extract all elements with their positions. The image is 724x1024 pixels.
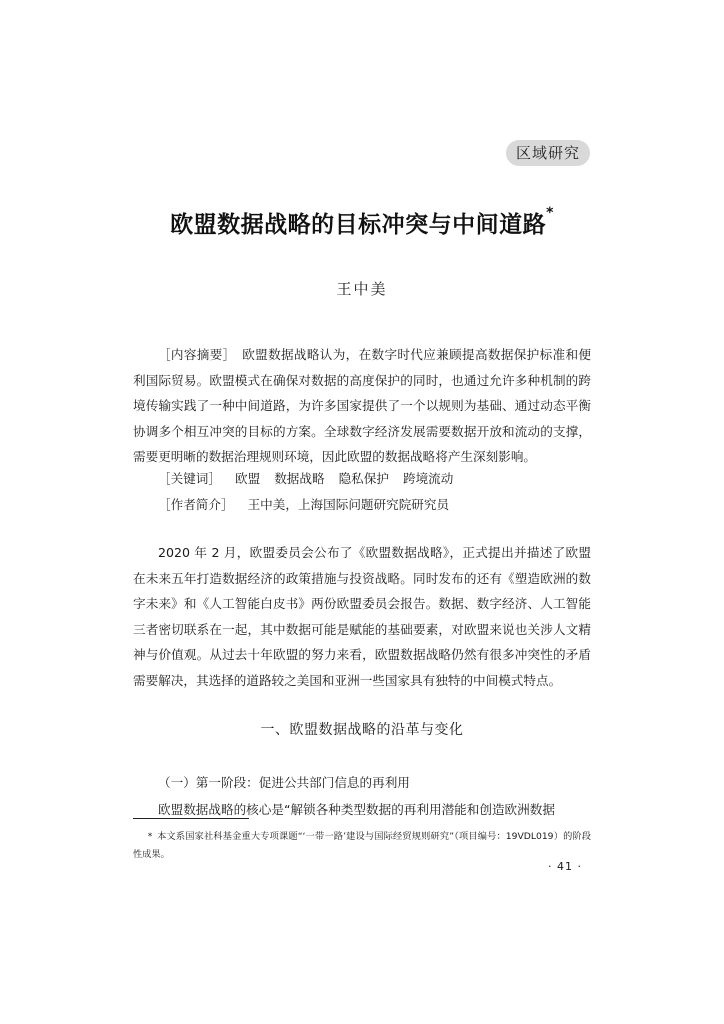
author-intro-line — [158, 492, 449, 518]
title-footnote-mark: * — [546, 205, 554, 222]
keyword: 欧盟 — [234, 471, 261, 486]
keyword: 隐私保护 — [338, 471, 389, 486]
footnote — [133, 828, 591, 864]
footnote-marker: * — [147, 831, 153, 842]
subsection-heading: （一）第一阶段：促进公共部门信息的再利用 — [158, 775, 410, 790]
article-title — [0, 206, 724, 239]
section-tag: 区域研究 — [506, 140, 590, 166]
keyword: 跨境流动 — [402, 471, 454, 486]
page-number: · 41 · — [548, 860, 582, 873]
keywords-label: ［关键词］ — [158, 471, 221, 486]
title-text: 欧盟数据战略的目标冲突与中间道路 — [170, 212, 547, 238]
intro-paragraph: 2020 年 2 月，欧盟委员会公布了《欧盟数据战略》，正式提出并描述了欧盟在未来五年打造数据经济的政策措施与投资战略。同时发布的还有《塑造欧洲的数字未来》和《人工智能白皮书》两份欧盟委员会报告。数据、数字经济、人工智能三者密切联系在一起，其中数据可能是赋能的基础要素，对欧盟来说也关涉人文精神与价值观。从过去十年欧盟的努力来看，欧盟数据战略仍然有很多冲突性的矛盾需要解决，其选择的道路较之美国和亚洲一些国家具有独特的中间模式特点。 — [133, 545, 591, 688]
keyword: 数据战略 — [274, 471, 325, 486]
footnote-divider — [133, 818, 249, 819]
article-author: 王中美 — [336, 280, 388, 298]
author-intro-text: 王中美，上海国际问题研究院研究员 — [247, 497, 450, 512]
keywords-line — [158, 466, 453, 492]
footnote-text: 本文系国家社科基金重大专项课题“‘一带一路’建设与国际经贸规则研究”（项目编号：19VDL019）的阶段性成果。 — [133, 831, 591, 860]
section-heading: 一、欧盟数据战略的沿革与变化 — [260, 722, 464, 738]
abstract: ［内容摘要］ 欧盟数据战略认为，在数字时代应兼顾提高数据保护标准和便利国际贸易。欧盟模式在确保对数据的高度保护的同时，也通过允许多种机制的跨境传输实践了一种中间道路，为许多国家提供了一个以规则为基础、通过动态平衡协调多个相互冲突的目标的方案。全球数字经济发展需要数据开放和流动的支撑，需要更明晰的数据治理规则环境，因此欧盟的数据战略将产生深刻影响。 — [133, 347, 591, 464]
section-paragraph: 欧盟数据战略的核心是“解锁各种类型数据的再利用潜能和创造欧洲数据 — [158, 802, 555, 817]
author-intro-label: ［作者简介］ — [158, 497, 234, 512]
